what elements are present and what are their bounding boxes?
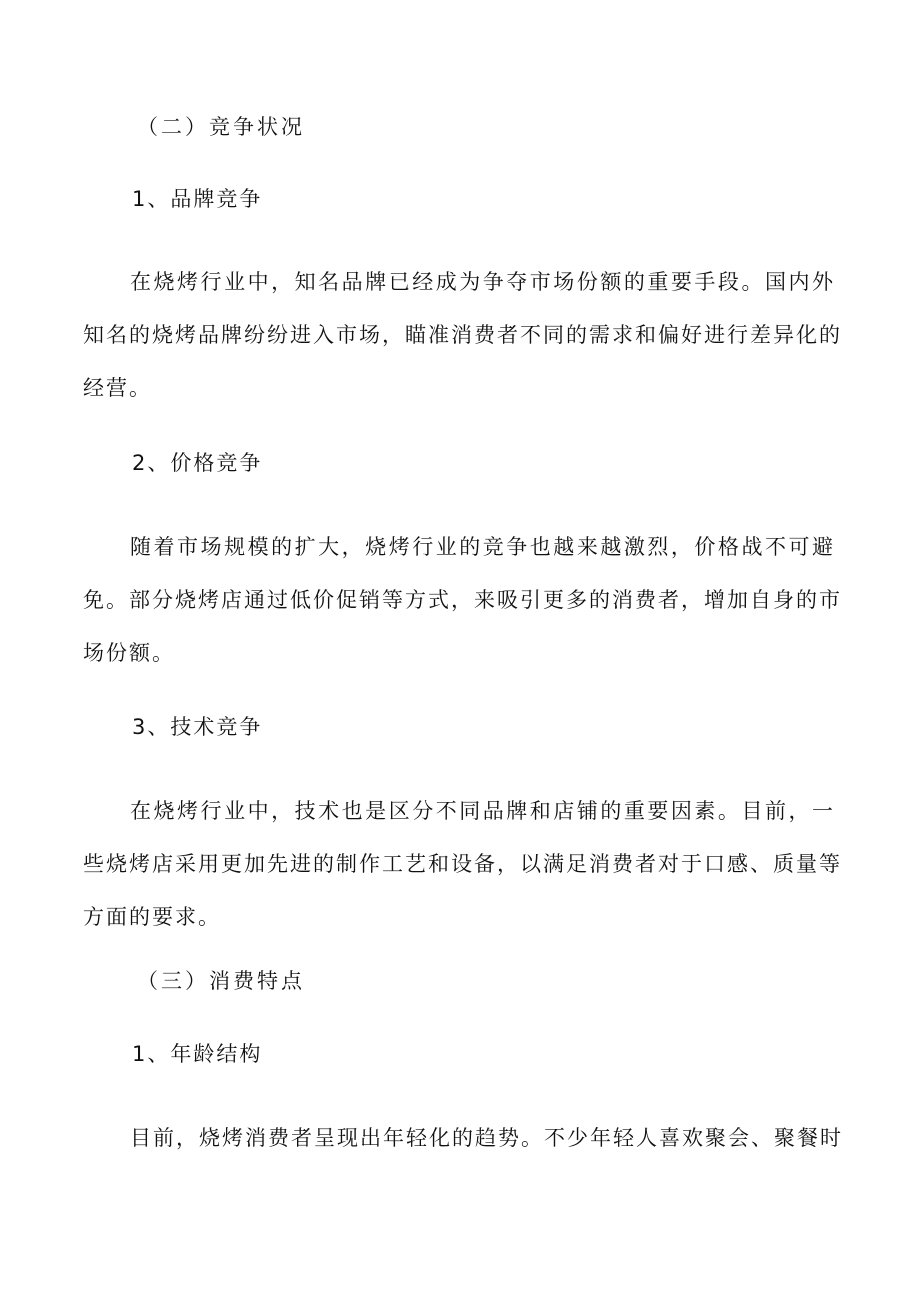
paragraph-line: 经营。	[83, 376, 152, 400]
paragraph-line: 免。部分烧烤店通过低价促销等方式，来吸引更多的消费者，增加自身的市	[83, 588, 842, 612]
paragraph-line: 在烧烤行业中，知名品牌已经成为争夺市场份额的重要手段。国内外	[130, 270, 835, 294]
subsection-title: 3、技术竞争	[132, 715, 263, 739]
paragraph-line: 些烧烤店采用更加先进的制作工艺和设备，以满足消费者对于口感、质量等	[83, 852, 842, 876]
subsection-title: 2、价格竞争	[132, 451, 263, 475]
paragraph-line: 场份额。	[83, 641, 175, 665]
subsection-title: 1、品牌竞争	[132, 187, 263, 211]
paragraph-line: 目前，烧烤消费者呈现出年轻化的趋势。不少年轻人喜欢聚会、聚餐时	[130, 1126, 843, 1150]
section-heading: （三）消费特点	[137, 969, 305, 993]
paragraph-line: 方面的要求。	[83, 905, 221, 929]
paragraph-line: 在烧烤行业中，技术也是区分不同品牌和店铺的重要因素。目前，一	[130, 799, 835, 823]
section-heading: （二）竞争状况	[137, 115, 305, 139]
paragraph-line: 随着市场规模的扩大，烧烤行业的竞争也越来越激烈，价格战不可避	[130, 535, 835, 559]
subsection-title: 1、年龄结构	[132, 1042, 263, 1066]
paragraph-line: 知名的烧烤品牌纷纷进入市场，瞄准消费者不同的需求和偏好进行差异化的	[83, 323, 842, 347]
